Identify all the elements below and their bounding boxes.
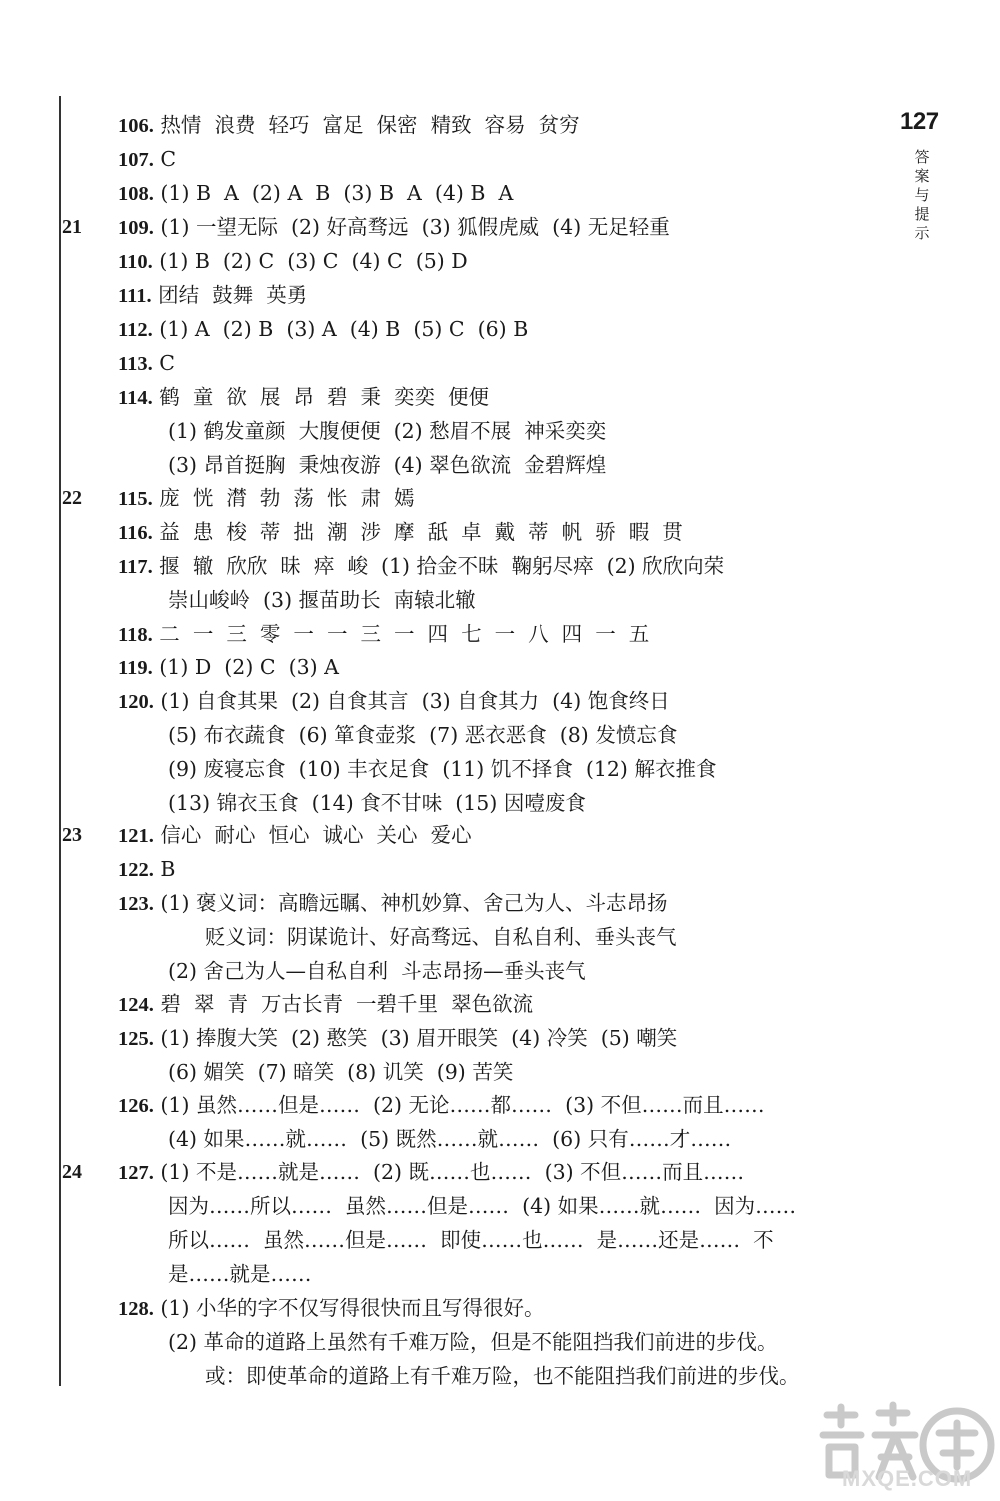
answer-text: (1) B A (2) A B (3) B A (4) B A <box>160 181 514 205</box>
answer-text: (1) 不是……就是…… (2) 既……也…… (3) 不但……而且…… <box>160 1160 745 1184</box>
answer-line <box>168 1325 778 1359</box>
answer-text: (1) B (2) C (3) C (4) C (5) D <box>159 249 468 273</box>
answer-text: 揠 辙 欣欣 昧 瘁 峻 (1) 拾金不昧 鞠躬尽瘁 (2) 欣欣向荣 <box>159 554 725 578</box>
answer-line <box>168 1189 796 1223</box>
answer-text: 因为……所以…… 虽然……但是…… (4) 如果……就…… 因为…… <box>168 1194 797 1218</box>
answer-text: (1) 鹤发童颜 大腹便便 (2) 愁眉不展 神采奕奕 <box>168 419 607 443</box>
answer-text: 鹤 童 欲 展 昂 碧 秉 奕奕 便便 <box>159 385 490 409</box>
question-number: 118. <box>118 624 153 646</box>
answer-line <box>118 549 724 583</box>
answer-line <box>118 312 528 346</box>
section-title-char: 与 <box>914 187 930 204</box>
margin-rule <box>59 96 61 1386</box>
answer-text: 所以…… 虽然……但是…… 即使……也…… 是……还是…… 不 <box>168 1228 774 1252</box>
question-number: 127. <box>118 1162 154 1184</box>
answer-text: (13) 锦衣玉食 (14) 食不甘味 (15) 因噎废食 <box>168 791 586 815</box>
answer-line <box>118 852 175 886</box>
answer-text: 信心 耐心 恒心 诚心 关心 爱心 <box>160 823 472 847</box>
answer-line <box>118 886 667 920</box>
section-title-char: 答 <box>914 149 930 166</box>
answer-text: 或：即使革命的道路上有千难万险，也不能阻挡我们前进的步伐。 <box>205 1364 800 1388</box>
question-number: 117. <box>118 556 153 578</box>
answer-text: 贬义词：阴谋诡计、好高骛远、自私自利、垂头丧气 <box>205 925 677 949</box>
question-number: 126. <box>118 1095 154 1117</box>
question-number: 109. <box>118 217 154 239</box>
answer-line <box>118 346 175 380</box>
watermark-url: MXQE.COM <box>842 1466 973 1491</box>
question-number: 123. <box>118 893 154 915</box>
answer-text: 热情 浪费 轻巧 富足 保密 精致 容易 贫穷 <box>160 113 580 137</box>
question-number: 125. <box>118 1028 154 1050</box>
answer-line <box>168 583 476 617</box>
question-number: 119. <box>118 657 153 679</box>
answer-text: 二 一 三 零 一 一 三 一 四 七 一 八 四 一 五 <box>159 622 650 646</box>
answer-text: (2) 舍己为人—自私自利 斗志昂扬—垂头丧气 <box>168 959 586 983</box>
answer-text: C <box>160 147 177 171</box>
question-number: 122. <box>118 859 154 881</box>
section-title <box>910 148 934 243</box>
answer-text: (1) 捧腹大笑 (2) 憨笑 (3) 眉开眼笑 (4) 冷笑 (5) 嘲笑 <box>160 1026 678 1050</box>
question-number: 110. <box>118 251 153 273</box>
question-number: 112. <box>118 319 153 341</box>
answer-text: 崇山峻岭 (3) 揠苗助长 南辕北辙 <box>168 588 476 612</box>
answer-line <box>118 818 472 852</box>
answer-line <box>118 176 513 210</box>
section-title-char: 提 <box>914 206 930 223</box>
question-number: 121. <box>118 825 154 847</box>
day-marker: 21 <box>62 216 82 238</box>
section-title-char: 案 <box>914 168 930 185</box>
answer-line <box>168 1122 731 1156</box>
answer-text: 碧 翠 青 万古长青 一碧千里 翠色欲流 <box>160 992 534 1016</box>
answer-text: (1) 自食其果 (2) 自食其言 (3) 自食其力 (4) 饱食终日 <box>160 689 670 713</box>
answer-text: 庞 恍 潸 勃 荡 怅 肃 嫣 <box>159 486 415 510</box>
question-number: 111. <box>118 285 152 307</box>
answer-line <box>118 617 649 651</box>
answer-text: (5) 布衣蔬食 (6) 箪食壶浆 (7) 恶衣恶食 (8) 发愤忘食 <box>168 723 678 747</box>
answer-line <box>118 380 489 414</box>
answer-text: C <box>159 351 175 375</box>
answer-text: 是……就是…… <box>168 1262 312 1286</box>
answer-line <box>118 481 415 515</box>
question-number: 107. <box>118 149 154 171</box>
question-number: 120. <box>118 691 154 713</box>
answer-text: (1) D (2) C (3) A <box>159 655 339 679</box>
answer-line <box>118 142 176 176</box>
answer-text: (2) 革命的道路上虽然有千难万险，但是不能阻挡我们前进的步伐。 <box>168 1330 778 1354</box>
answer-line <box>168 414 606 448</box>
question-number: 116. <box>118 522 153 544</box>
answer-line <box>118 684 670 718</box>
day-marker: 22 <box>62 487 82 509</box>
answer-line <box>168 718 677 752</box>
answer-line <box>118 210 670 244</box>
answer-line <box>205 1359 800 1393</box>
answer-line <box>168 786 586 820</box>
day-marker: 24 <box>62 1161 82 1183</box>
answer-line <box>118 1021 677 1055</box>
answer-line <box>118 278 307 312</box>
question-number: 106. <box>118 115 154 137</box>
answer-line <box>205 920 677 954</box>
answer-line <box>168 1055 513 1089</box>
answer-text: (1) 褒义词：高瞻远瞩、神机妙算、舍己为人、斗志昂扬 <box>160 891 668 915</box>
answer-line <box>168 1223 774 1257</box>
answer-line <box>118 1291 544 1325</box>
answer-line <box>118 650 339 684</box>
answer-text: (1) 虽然……但是…… (2) 无论……都…… (3) 不但……而且…… <box>160 1093 765 1117</box>
question-number: 124. <box>118 994 154 1016</box>
question-number: 114. <box>118 387 153 409</box>
section-title-char: 示 <box>914 225 930 242</box>
page-number: 127 <box>900 108 939 135</box>
day-marker: 23 <box>62 824 82 846</box>
answer-line <box>118 108 580 142</box>
answer-line <box>118 1155 744 1189</box>
answer-line <box>118 244 468 278</box>
question-number: 113. <box>118 353 153 375</box>
answer-text: (3) 昂首挺胸 秉烛夜游 (4) 翠色欲流 金碧辉煌 <box>168 453 607 477</box>
answer-line <box>168 1257 312 1291</box>
question-number: 108. <box>118 183 154 205</box>
answer-text: (1) 一望无际 (2) 好高骛远 (3) 狐假虎威 (4) 无足轻重 <box>160 215 670 239</box>
answer-text: B <box>160 857 176 881</box>
answer-text: (9) 废寝忘食 (10) 丰衣足食 (11) 饥不择食 (12) 解衣推食 <box>168 757 717 781</box>
answer-line <box>168 752 716 786</box>
answer-text: (4) 如果……就…… (5) 既然……就…… (6) 只有……才…… <box>168 1127 732 1151</box>
answer-line <box>168 954 586 988</box>
answer-line <box>118 515 683 549</box>
answer-text: (1) 小华的字不仅写得很快而且写得很好。 <box>160 1296 545 1320</box>
answer-line <box>168 448 606 482</box>
question-number: 128. <box>118 1298 154 1320</box>
answer-line <box>118 987 533 1021</box>
question-number: 115. <box>118 488 153 510</box>
answer-text: (6) 媚笑 (7) 暗笑 (8) 讥笑 (9) 苦笑 <box>168 1060 514 1084</box>
answer-text: 益 患 梭 蒂 拙 潮 涉 摩 舐 卓 戴 蒂 帆 骄 暇 贯 <box>159 520 683 544</box>
answer-text: (1) A (2) B (3) A (4) B (5) C (6) B <box>159 317 529 341</box>
answer-text: 团结 鼓舞 英勇 <box>158 283 308 307</box>
answer-line <box>118 1088 765 1122</box>
